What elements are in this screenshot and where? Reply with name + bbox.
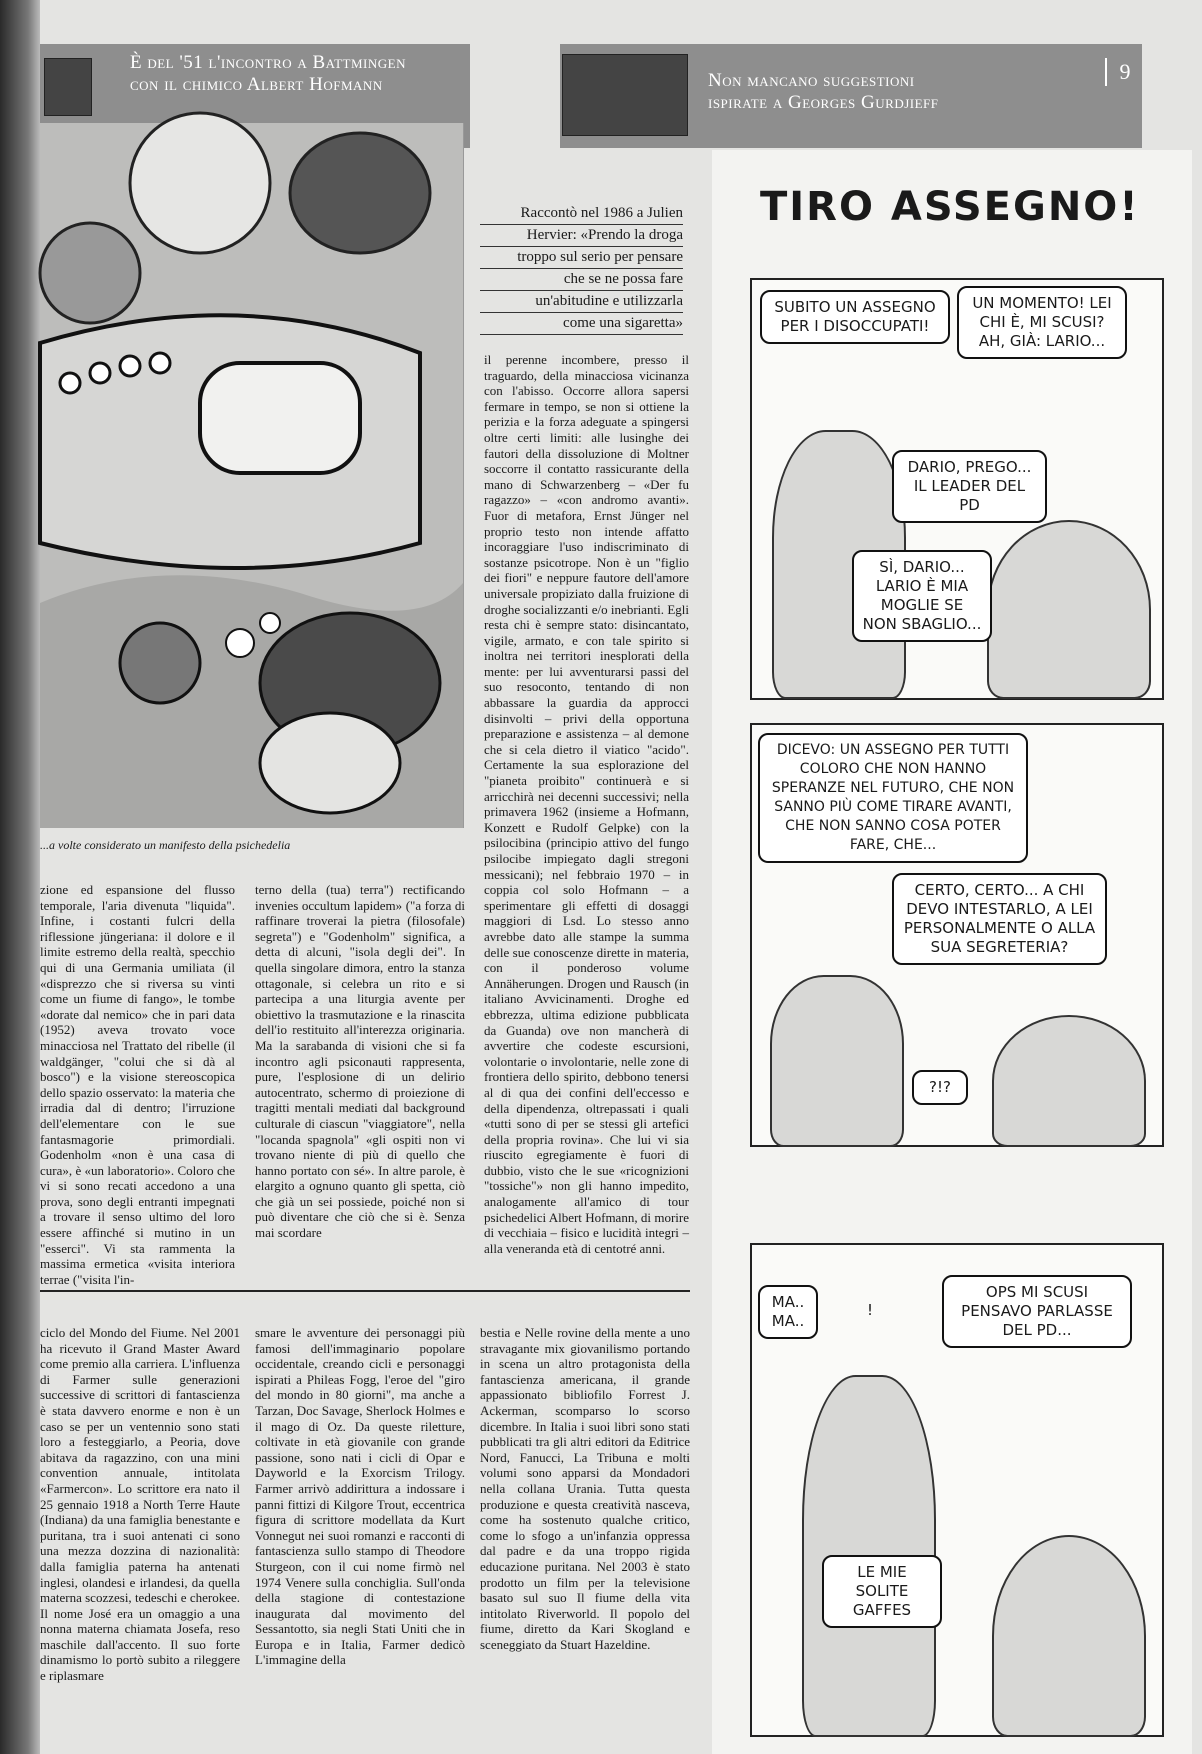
speech-bubble: SUBITO UN ASSEGNO PER I DISOCCUPATI! — [760, 290, 950, 344]
quote-line: Raccontò nel 1986 a Julien — [480, 203, 683, 225]
quote-line: che se ne possa fare — [480, 269, 683, 291]
pull-quote — [480, 203, 683, 335]
quote-line: un'abitudine e utilizzarla — [480, 291, 683, 313]
illustration-svg — [40, 123, 463, 828]
left-title-line-2: con il chimico Albert Hofmann — [130, 74, 383, 95]
article-column-bottom-3: bestia e Nelle rovine della mente a uno stravagante mix giovanilismo portando in scena un altro protagonista della fantascienza americana, il grande appassionato bibliofilo Forrest J. Ackerman, scomparso lo scorso dicembre. In Italia i suoi libri sono stati pubblicati tra gli altri editori da Editrice Nord, Fanucci, La Tribuna e molti volumi sono apparsi da Mondadori nella collana Urania. Tutta questa produzione e questa creatività nasceva, come ha sostenuto qualche critico, come lo sfogo a un'infanzia oppressa dal padre e da una troppo rigida educazione puritana. Nel 2003 è stato prodotto un film per la televisione basato sul suo Il fiume della vita intitolato Riverworld. Il popolo del fiume, diretto da Kari Skogland e sceneggiato da Stuart Hazeldine. — [480, 1325, 690, 1652]
portrait-photo-left — [44, 58, 92, 116]
right-title-line-1: Non mancano suggestioni — [708, 70, 915, 91]
comic-panel-2 — [750, 723, 1164, 1147]
speech-bubble: ! — [866, 1301, 873, 1319]
article-column-mid-lower: terno della (tua) terra") rectificando invenies occultum lapidem» ("a forza di raffinare troverai la pietra (filosofale) segreta") e "Godenholm" significa, a detta di alcuni, "isola degli dei". In quella singolare dimora, entro la stanza ottagonale, si celebra un rito e si partecipa a una liturgia avente per obiettivo la trasmutazione e la rinascita dell'io restituito all'interezza originaria. Ma la sarabanda di visioni che si fa incontro agli psiconauti rappresenta, pure, l'esplosione di un delirio autocentrato, schermo di proiezione di tragitti mentali mediati dal background culturale di ciascun "viaggiatore", nella "locanda spagnola" «gli ospiti non vi trovano niente di più di quello che hanno portato con sé». In altre parole, è elargito a ognuno quanto gli spetta, ciò che già un sei possiede, poiché non si può diventare che ciò che si è. Senza mai scordare — [255, 882, 465, 1241]
speech-bubble: CERTO, CERTO... A CHI DEVO INTESTARLO, A LEI PERSONALMENTE O ALLA SUA SEGRETERIA? — [892, 873, 1107, 965]
psychedelic-illustration — [40, 123, 464, 828]
comic-panel-1 — [750, 278, 1164, 700]
quote-line: come una sigaretta» — [480, 313, 683, 335]
header-band-right — [560, 44, 1142, 148]
comic-title: TIRO ASSEGNO! — [760, 184, 1140, 230]
article-column-mid-upper: il perenne incombere, presso il traguardo, della minacciosa vicinanza con l'abisso. Occorre allora sapersi fermare in tempo, se non si ottiene la perizia e la forza adeguate a spingersi oltre certi limiti: alle lusinghe dei fautori della dissoluzione di Moltner soccorre il contatto rassicurante della mano di Schwarzenberg – «Der fu ragazzo» – «con andromo avanti». Fuor di metafora, Ernst Jünger nel proprio testo non intende affatto incoraggiare l'uso indiscriminato di sostanze psicotrope. Non è un "figlio dei fiori" e neppure fautore dell'amore universale propiziato dalla fruizione di droghe socializzanti e/o inebrianti. Egli resta chi è sempre stato: disincantato, vigile, armato, e con tale spirito si inoltra nei territori inesplorati della mente: per lui avventurarsi passi del suo resoconto, tentando di non abbassare la guardia da approcci disinvolti – privi della opportuna preparazione e assistenza – al demone che si cela dietro il viatico "acido". Certamente la sua esplorazione del "pianeta proibito" continuerà e si arricchirà nei decenni successivi; nella primavera 1962 (insieme a Hofmann, Konzett e Rudolf Gelpke) con la psilocibina (principio attivo del fungo psilocibe impiegato dagli stregoni messicani); nel febbraio 1970 – in coppia col solo Hofmann – a sperimentare gli effetti di dosaggi maggiori di Lsd. Lo stesso anno avrebbe dato alle stampe la summa delle sue conoscenze dirette in materia, con il ponderoso volume Annäherungen. Drogen und Rausch (in italiano Avvicinamenti. Droghe ed ebbrezza, ultima edizione pubblicata da Guanda) ove non mancherà di avvertire che codeste escursioni, volontarie o involontarie, nelle zone di frontiera dello spirito, debbono tenersi al di qua dei confini dell'eccesso e della dipendenza, oltrepassati i quali «tutti sono di per se stessi gli artefici della propria rovina». Che lui vi sia riuscito egregiamente è fuori di dubbio, visto che le sue «ricognizioni "tossiche"» non gli hanno impedito, analogamente all'amico di tour psichedelici Albert Hofmann, di morire di vecchiaia – fisico e lucidità integri – alla veneranda età di centotré anni. — [484, 352, 689, 1256]
character-small-man — [987, 520, 1151, 699]
quote-line: troppo sul serio per pensare — [480, 247, 683, 269]
character-small-man — [992, 1015, 1146, 1147]
character-small-man — [992, 1535, 1146, 1737]
illustration-caption: ...a volte considerato un manifesto della psichedelia — [40, 838, 291, 852]
speech-bubble: DICEVO: UN ASSEGNO PER TUTTI COLORO CHE NON HANNO SPERANZE NEL FUTURO, CHE NON SANNO PIÙ COME TIRARE AVANTI, CHE NON SANNO COSA POTER FARE, CHE... — [758, 733, 1028, 863]
speech-bubble: SÌ, DARIO... LARIO È MIA MOGLIE SE NON SBAGLIO... — [852, 550, 992, 642]
article-column-bottom-1: ciclo del Mondo del Fiume. Nel 2001 ha ricevuto il Grand Master Award come premio alla carriera. L'influenza di Farmer sulle generazioni successive di scrittori di fantascienza è stata davvero enorme e non è un caso se per un ventennio sono stati loro a festeggiarlo, a Peoria, dove abitava da ragazzino, con una mini convention annuale, intitolata «Farmercon». Lo scrittore era nato il 25 gennaio 1918 a North Terre Haute (Indiana) da una famiglia benestante e puritana, tra i suoi antenati ci sono una mezza dozzina di nazionalità: dalla famiglia paterna ha antenati inglesi, olandesi e irlandesi, da quella materna scozzesi, tedeschi e cherokee. Il nome José era un omaggio a una nonna materna chiamata Josefa, reso maschile dall'accento. Il suo forte dinamismo lo portò subito a rileggere e riplasmare — [40, 1325, 240, 1684]
page-spine — [0, 0, 40, 1754]
section-divider — [40, 1290, 690, 1292]
right-title-line-2: ispirate a Georges Gurdjieff — [708, 92, 939, 113]
speech-bubble: LE MIE SOLITE GAFFES — [822, 1555, 942, 1628]
article-column-bottom-2: smare le avventure dei personaggi più famosi dell'immaginario popolare occidentale, creando cicli e personaggi ispirati a Phileas Fogg, l'eroe del "giro del mondo in 80 giorni", ma anche a Tarzan, Doc Savage, Sherlock Holmes e il mago di Oz. Da queste riletture, coltivate in età giovanile con grande passione, sono nati i cicli di Opar e Dayworld e la Exorcism Trilogy. Farmer arrivò addirittura a indossare i panni fittizi di Kilgore Trout, eccentrica figura di scrittore modellata da Kurt Vonnegut nei suoi romanzi e racconti di fantascienza sullo stampo di Theodore Sturgeon, con il cui nome firmò nel 1974 Venere sulla conchiglia. Sull'onda della stagione di contestazione inaugurata dal movimento del Sessantotto, sia negli Stati Uniti che in Europa e in Italia, Farmer dedicò L'immagine della — [255, 1325, 465, 1668]
speech-bubble: OPS MI SCUSI PENSAVO PARLASSE DEL PD... — [942, 1275, 1132, 1348]
speech-bubble: DARIO, PREGO... IL LEADER DEL PD — [892, 450, 1047, 523]
left-title-line-1: È del '51 l'incontro a Battmingen — [130, 52, 406, 73]
quote-line: Hervier: «Prendo la droga — [480, 225, 683, 247]
comic-panel-3 — [750, 1243, 1164, 1737]
character-man-glasses — [770, 975, 904, 1147]
speech-bubble: ?!? — [912, 1070, 968, 1105]
speech-bubble: MA.. MA.. — [758, 1285, 818, 1339]
article-column-left-lower: zione ed espansione del flusso temporale, l'aria divenuta "liquida". Infine, i costanti fulcri della riflessione jüngeriana: il dolore e il limite estremo della realtà, specchio qui di una Germania umiliata (il «disprezzo che si riversa su vinti come un fiume di fango», le tombe «dorate dal nemico» che in pari data (1952) aveva trovato voce minacciosa nel Trattato del ribelle (il waldgänger, "colui che si dà al bosco") e la visione stereoscopica dello spazio osservato: la materia che irradia dal di dentro; l'irruzione dell'elementare con le sue fantasmagorie primordiali. Godenholm «non è una casa di cura», è «un laboratorio». Coloro che vi si sono recati accedono a una prova, sono degli entranti impegnati a trovare il senso ultimo del loro essere affinché si mutino in un "esserci". Vi sta rammenta la massima ermetica «visita interiora terrae ("visita l'in- — [40, 882, 235, 1287]
page-number: 9 — [1105, 58, 1143, 86]
portrait-photo-right — [562, 54, 688, 136]
speech-bubble: UN MOMENTO! LEI CHI È, MI SCUSI? AH, GIÀ: LARIO... — [957, 286, 1127, 359]
